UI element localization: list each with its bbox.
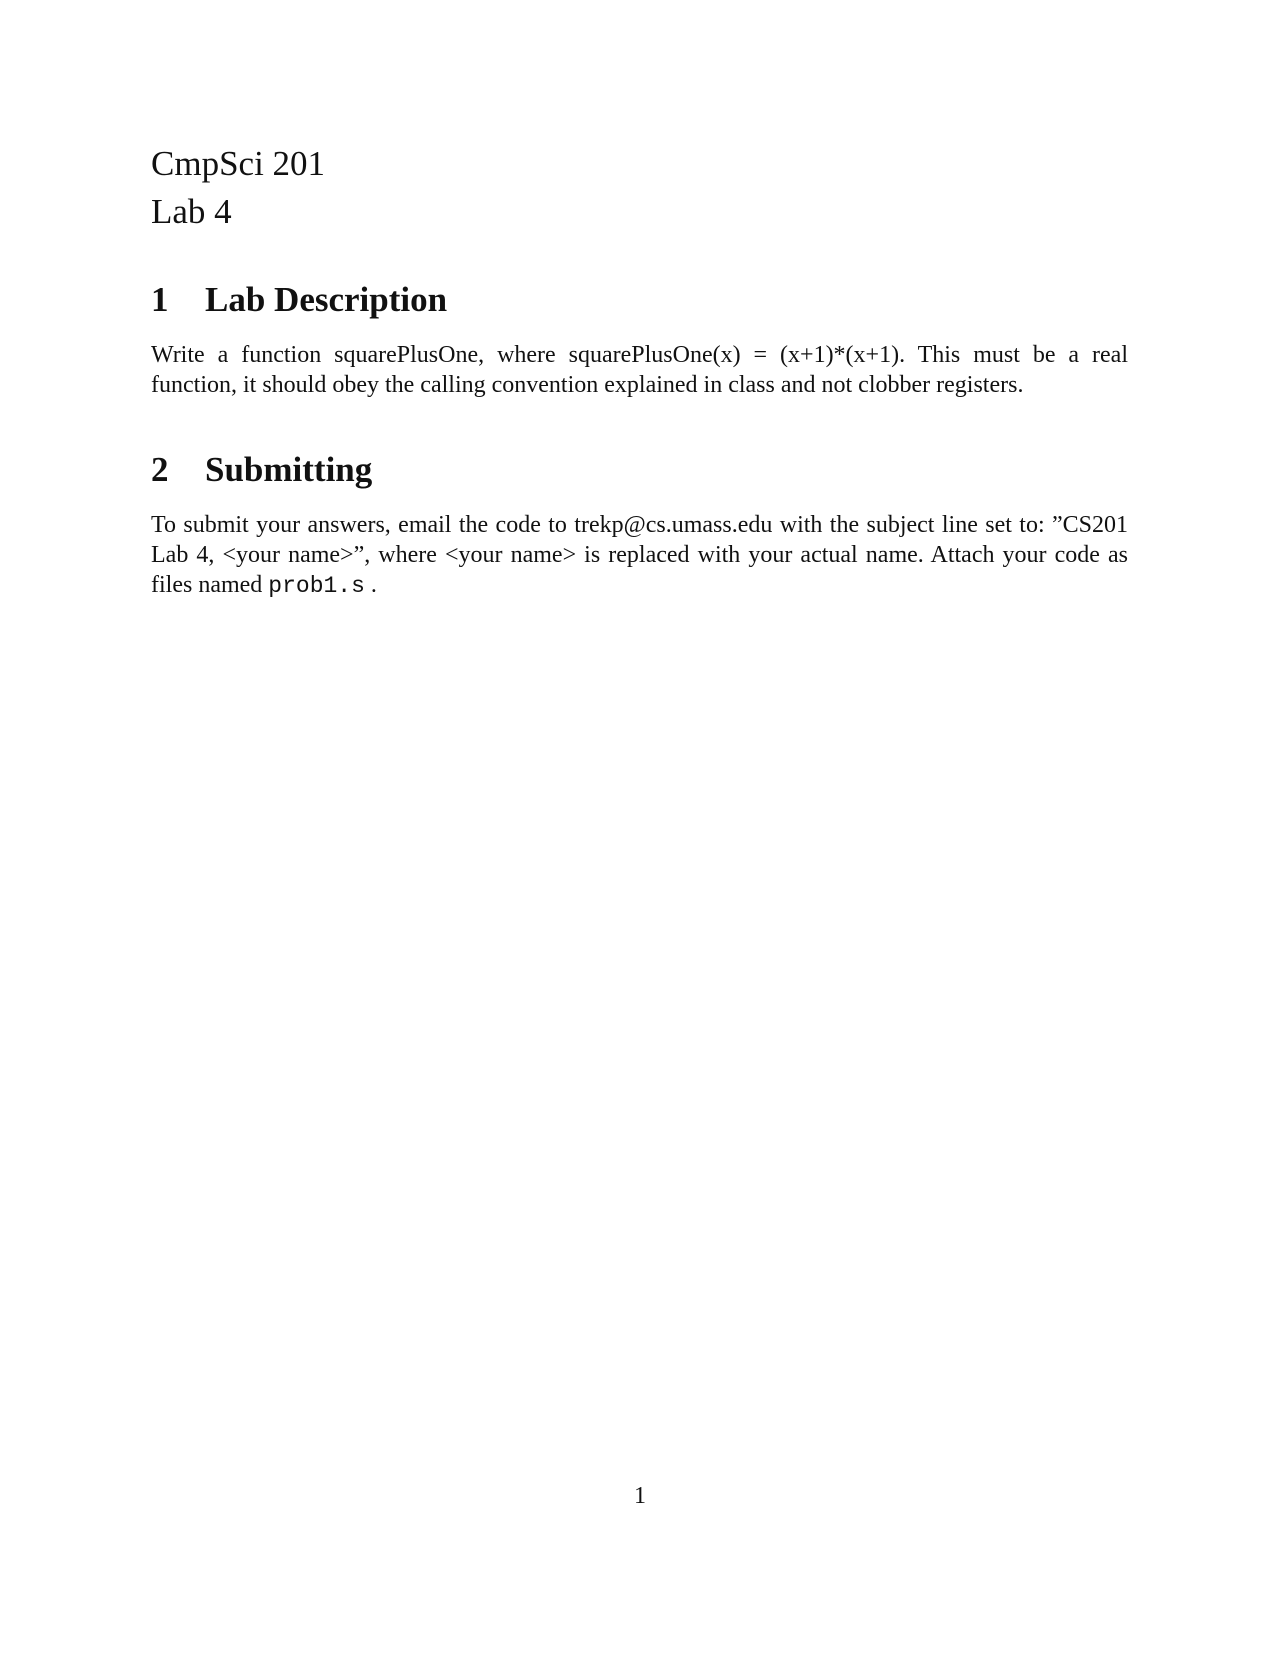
section-number: 2 — [151, 450, 169, 489]
submitting-text: To submit your answers, email the code to trekp@cs.umass.edu with the subject line set to: ”CS201 Lab 4, <your name>”, where <your name> is replaced with your actual name. Attach your code as files named — [151, 512, 1128, 598]
code-filename: prob1.s — [268, 573, 365, 599]
lab-description-paragraph: Write a function squarePlusOne, where squarePlusOne(x) = (x+1)*(x+1). This must be a real function, it should obey the calling convention explained in class and not clobber registers. — [151, 342, 1128, 398]
section-title: Submitting — [205, 450, 373, 489]
section-number: 1 — [151, 280, 169, 319]
lab-title: Lab 4 — [151, 192, 232, 231]
section-heading-submitting — [151, 448, 1128, 492]
course-title: CmpSci 201 — [151, 144, 326, 183]
page-number: 1 — [634, 1483, 646, 1509]
submitting-text-end: . — [364, 572, 377, 598]
submitting-paragraph — [151, 510, 1128, 601]
document-content — [151, 140, 1128, 601]
section-title: Lab Description — [205, 280, 448, 319]
section-heading-lab-description — [151, 278, 1128, 322]
